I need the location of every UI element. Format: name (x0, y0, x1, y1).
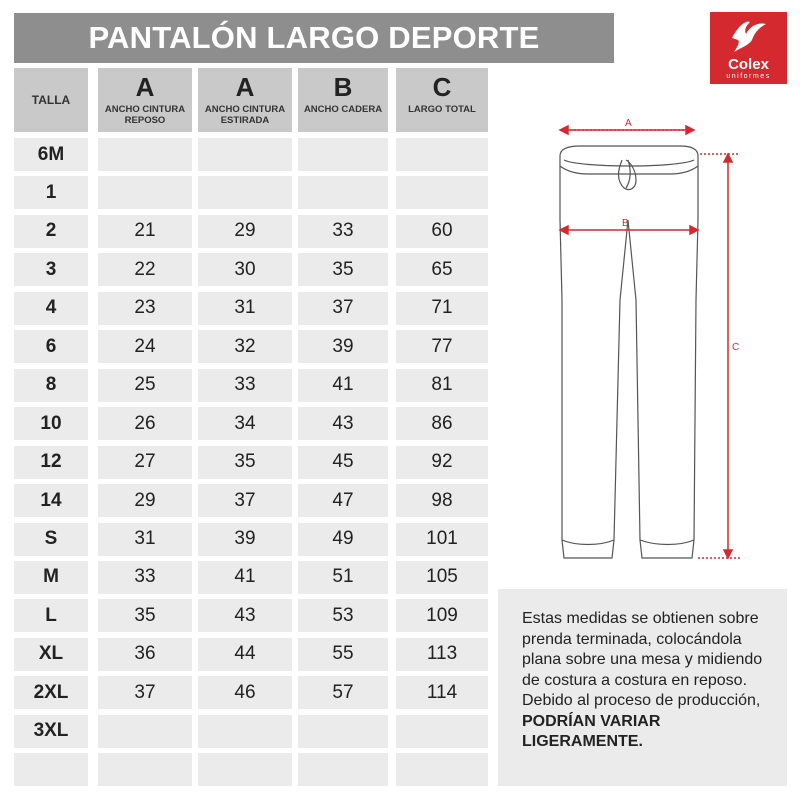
value-cell: 98 (396, 484, 488, 517)
value-cell: 33 (98, 561, 192, 594)
value-cell: 113 (396, 638, 488, 671)
value-cell: 31 (98, 523, 192, 556)
bird-icon (728, 18, 770, 56)
value-cell: 32 (198, 330, 292, 363)
value-cell: 71 (396, 292, 488, 325)
value-cell: 39 (298, 330, 388, 363)
size-cell: M (14, 561, 88, 594)
pants-diagram (540, 100, 780, 580)
note-text (522, 609, 782, 753)
value-cell (396, 753, 488, 786)
note-regular: Estas medidas se obtienen sobre prenda terminada, colocándola plana sobre una mesa y midiendo de costura a costura en reposo. Debido al proceso de producción, (522, 610, 763, 709)
value-cell (98, 715, 192, 748)
column-label: ANCHO CINTURA ESTIRADA (204, 104, 286, 126)
value-cell: 65 (396, 253, 488, 286)
column-letter: A (135, 72, 155, 102)
value-cell (396, 138, 488, 171)
pants-outline (560, 166, 698, 558)
value-cell: 41 (298, 369, 388, 402)
value-cell: 57 (298, 676, 388, 709)
size-cell: 3 (14, 253, 88, 286)
value-cell: 27 (98, 446, 192, 479)
value-cell (396, 715, 488, 748)
size-cell: 10 (14, 407, 88, 440)
value-cell: 35 (98, 599, 192, 632)
value-cell (298, 753, 388, 786)
column-header (396, 68, 488, 132)
column-letter: B (333, 72, 353, 102)
value-cell: 105 (396, 561, 488, 594)
value-cell: 53 (298, 599, 388, 632)
value-cell: 37 (198, 484, 292, 517)
value-cell: 49 (298, 523, 388, 556)
size-cell: L (14, 599, 88, 632)
size-cell: 1 (14, 176, 88, 209)
value-cell (298, 715, 388, 748)
size-cell: 14 (14, 484, 88, 517)
value-cell (396, 176, 488, 209)
value-cell: 81 (396, 369, 488, 402)
value-cell: 26 (98, 407, 192, 440)
page-title: PANTALÓN LARGO DEPORTE (88, 20, 540, 55)
value-cell (298, 176, 388, 209)
value-cell: 34 (198, 407, 292, 440)
size-cell: 12 (14, 446, 88, 479)
value-cell: 35 (298, 253, 388, 286)
brand-logo (710, 12, 787, 84)
value-cell (98, 753, 192, 786)
size-cell: 2XL (14, 676, 88, 709)
value-cell: 22 (98, 253, 192, 286)
label-a: A (625, 118, 632, 129)
value-cell (198, 176, 292, 209)
measure-c (698, 154, 740, 558)
size-cell: 6M (14, 138, 88, 171)
value-cell: 33 (298, 215, 388, 248)
value-cell (298, 138, 388, 171)
size-cell: 4 (14, 292, 88, 325)
value-cell: 86 (396, 407, 488, 440)
value-cell (98, 138, 192, 171)
size-cell: 6 (14, 330, 88, 363)
size-cell: S (14, 523, 88, 556)
value-cell: 37 (298, 292, 388, 325)
value-cell (198, 715, 292, 748)
value-cell: 45 (298, 446, 388, 479)
value-cell: 60 (396, 215, 488, 248)
label-b: B (622, 218, 629, 229)
value-cell: 46 (198, 676, 292, 709)
value-cell: 43 (198, 599, 292, 632)
value-cell: 24 (98, 330, 192, 363)
value-cell: 114 (396, 676, 488, 709)
value-cell (198, 138, 292, 171)
value-cell (198, 753, 292, 786)
size-cell: 3XL (14, 715, 88, 748)
drawstring-icon (619, 160, 637, 190)
size-cell (14, 753, 88, 786)
value-cell: 25 (98, 369, 192, 402)
value-cell (98, 176, 192, 209)
column-label: ANCHO CADERA (303, 104, 383, 115)
column-header (298, 68, 388, 132)
value-cell: 23 (98, 292, 192, 325)
column-letter: A (235, 72, 255, 102)
size-cell: XL (14, 638, 88, 671)
label-c: C (732, 342, 740, 353)
column-header (98, 68, 192, 132)
brand-subtitle: uniformes (726, 73, 771, 80)
value-cell: 101 (396, 523, 488, 556)
value-cell: 51 (298, 561, 388, 594)
value-cell: 43 (298, 407, 388, 440)
title-bar (14, 13, 614, 63)
value-cell: 37 (98, 676, 192, 709)
column-label: LARGO TOTAL (408, 104, 476, 115)
value-cell: 39 (198, 523, 292, 556)
measurement-note (498, 589, 787, 786)
value-cell: 55 (298, 638, 388, 671)
value-cell: 77 (396, 330, 488, 363)
note-bold: PODRÍAN VARIAR LIGERAMENTE. (522, 712, 661, 750)
size-cell: 2 (14, 215, 88, 248)
column-header (198, 68, 292, 132)
value-cell: 33 (198, 369, 292, 402)
value-cell: 35 (198, 446, 292, 479)
waistband-outline (560, 146, 698, 174)
value-cell: 29 (98, 484, 192, 517)
size-header: TALLA (14, 68, 88, 132)
value-cell: 29 (198, 215, 292, 248)
column-letter: C (432, 72, 452, 102)
value-cell: 92 (396, 446, 488, 479)
column-label: ANCHO CINTURA REPOSO (104, 104, 186, 126)
brand-name: Colex (728, 56, 769, 73)
left-cuff (562, 540, 614, 545)
value-cell: 44 (198, 638, 292, 671)
value-cell: 41 (198, 561, 292, 594)
value-cell: 21 (98, 215, 192, 248)
value-cell: 31 (198, 292, 292, 325)
value-cell: 30 (198, 253, 292, 286)
value-cell: 36 (98, 638, 192, 671)
value-cell: 47 (298, 484, 388, 517)
size-cell: 8 (14, 369, 88, 402)
value-cell: 109 (396, 599, 488, 632)
right-cuff (640, 540, 694, 545)
